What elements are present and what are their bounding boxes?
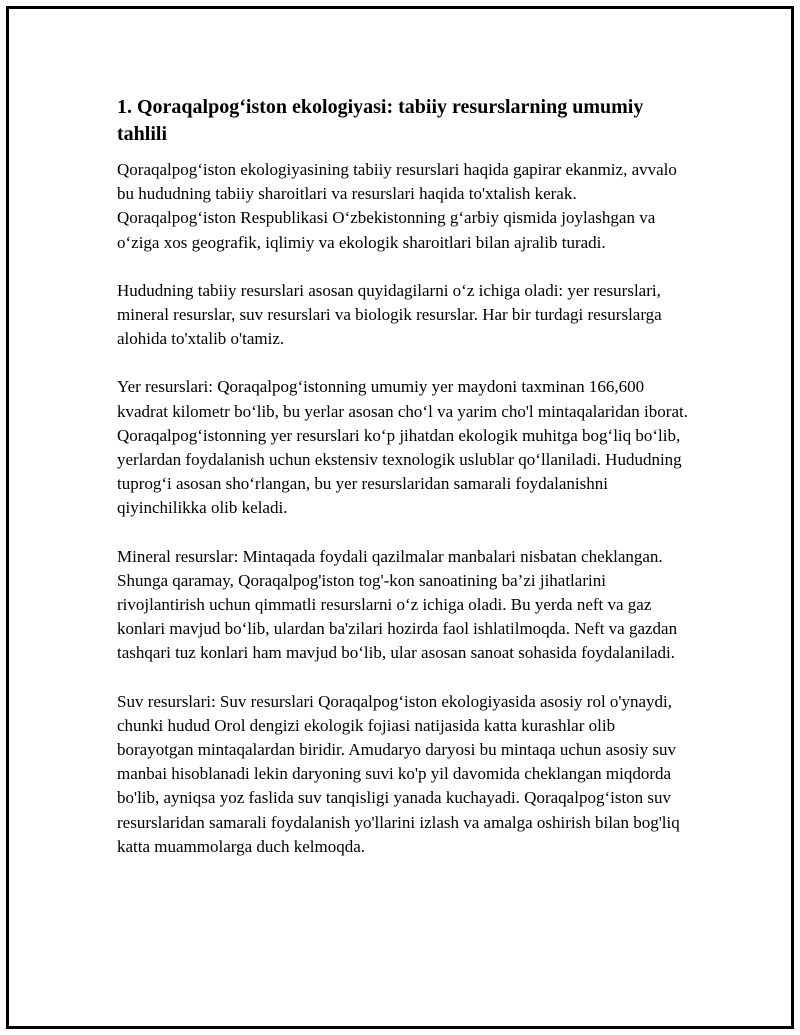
paragraph-water-resources: Suv resurslari: Suv resurslari Qoraqalpog‘iston ekologiyasida asosiy rol o'ynaydi, chunki hudud Orol dengizi ekologik fojiasi natijasida katta kurashlar olib borayotgan mintaqalardan biridir. Amudaryo daryosi bu mintaqa uchun asosiy suv manbai hisoblanadi lekin daryoning suvi ko'p yil davomida cheklangan miqdorda bo'lib, ayniqsa yoz faslida suv tanqisligi yanada kuchayadi. Qoraqalpog‘iston suv resurslaridan samarali foydalanish yo'llarini izlash va amalga oshirish bilan bog'liq katta muammolarga duch kelmoqda. — [117, 691, 680, 856]
paragraph-land-resources: Yer resurslari: Qoraqalpog‘istonning umumiy yer maydoni taxminan 166,600 kvadrat kilometr bo‘lib, bu yerlar asosan cho‘l va yarim cho'l mintaqalaridan iborat. Qoraqalpog‘istonning yer resurslari ko‘p jihatdan ekologik muhitga bog‘liq bo‘lib, yerlardan foydalanish uchun ekstensiv texnologik uslublar qo‘llaniladi. Hududning tuprog‘i asosan sho‘rlangan, bu yer resurslaridan samarali foydalanishni qiyinchilikka olib keladi. — [117, 377, 688, 518]
document-heading: 1. Qoraqalpog‘iston ekologiyasi: tabiiy resurslarning umumiy tahlili — [117, 96, 644, 145]
paragraph-resource-types: Hududning tabiiy resurslari asosan quyidagilarni o‘z ichiga oladi: yer resurslari, mineral resurslar, suv resurslari va biologik resurslar. Har bir turdagi resurslarga alohida to'xtalib o'tamiz. — [117, 280, 662, 349]
document-body — [117, 94, 689, 883]
paragraph-mineral-resources: Mineral resurslar: Mintaqada foydali qazilmalar manbalari nisbatan cheklangan. Shunga qaramay, Qoraqalpog'iston tog'-kon sanoatining ba’zi jihatlarini rivojlantirish uchun qimmatli resurslarni o‘z ichiga oladi. Bu yerda neft va gaz konlari mavjud bo‘lib, ulardan ba'zilari hozirda faol ishlatilmoqda. Neft va gazdan tashqari tuz konlari ham mavjud bo‘lib, ular asosan sanoat sohasida foydalaniladi. — [117, 546, 678, 663]
paragraph-intro: Qoraqalpog‘iston ekologiyasining tabiiy resurslari haqida gapirar ekanmiz, avvalo bu hududning tabiiy sharoitlari va resurslari haqida to'xtalish kerak. Qoraqalpog‘iston Respublikasi O‘zbekistonning g‘arbiy qismida joylashgan va o‘ziga xos geografik, iqlimiy va ekologik sharoitlari bilan ajralib turadi. — [117, 160, 677, 252]
